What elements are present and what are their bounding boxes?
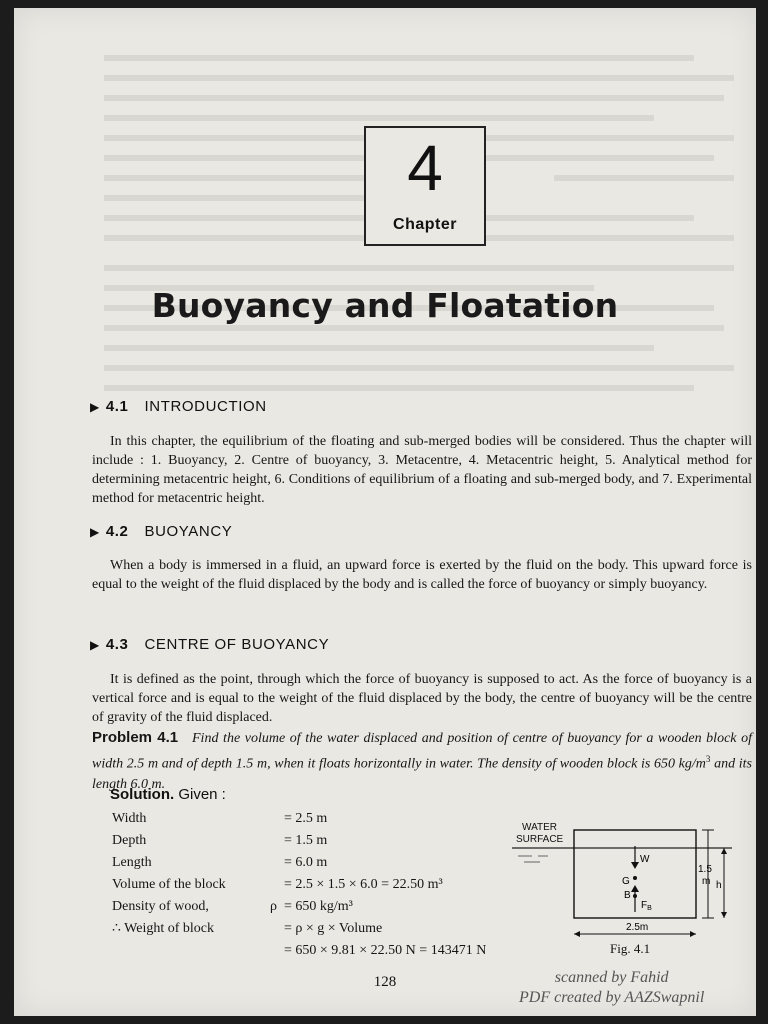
chapter-title: Buoyancy and Floatation	[151, 286, 619, 325]
buoyancy-force-label: $F_B$	[641, 900, 652, 912]
section-paragraph-centre-of-buoyancy	[92, 670, 752, 727]
solution-label: Solution.	[110, 786, 175, 803]
centre-of-gravity-point	[633, 876, 637, 880]
given-label: Width	[112, 811, 147, 826]
immersed-depth-label: h	[716, 880, 722, 891]
given-label: Density of wood,	[112, 899, 209, 914]
section-title: INTRODUCTION	[144, 398, 267, 415]
weight-label: W	[640, 854, 650, 865]
chapter-badge	[364, 126, 486, 246]
paragraph-text: When a body is immersed in a fluid, an upward force is exerted by the fluid on the body. This upward force is equal to the weight of the fluid displaced by the body and is called the force of buoyancy or simply buoyancy.	[92, 558, 752, 592]
water-surface-label-line1: WATER	[522, 822, 557, 833]
given-value: = 2.5 × 1.5 × 6.0 = 22.50 m³	[284, 877, 443, 892]
given-label: Depth	[112, 833, 147, 848]
section-number: 4.3	[105, 636, 129, 653]
depth-label: 1.5	[698, 864, 712, 875]
section-heading-introduction	[90, 398, 267, 415]
problem-text: Find the volume of the water displaced and position of centre of buoyancy for a wooden block of width 2.5 m and of depth 1.5 m, when it floats horizontally in water. The density of wooden block is 650 kg/m	[92, 731, 753, 772]
problem-statement	[92, 728, 752, 795]
weight-arrowhead	[631, 862, 639, 869]
given-label: Length	[112, 855, 152, 870]
page-number: 128	[373, 974, 397, 990]
centre-of-gravity-label: G	[622, 876, 630, 887]
watermark-line2: PDF created by AAZSwapnil	[519, 989, 705, 1006]
depth-unit-label: m	[702, 876, 711, 887]
scan-watermark	[519, 968, 704, 1008]
book-page	[14, 8, 756, 1016]
width-arrowhead	[690, 931, 696, 937]
section-title: CENTRE OF BUOYANCY	[144, 636, 330, 653]
given-label: Given :	[178, 786, 226, 803]
watermark-line1: scanned by Fahid	[554, 969, 669, 986]
problem-text-superscript: 3	[705, 754, 711, 764]
triangle-bullet-icon: ▶	[90, 525, 100, 539]
chapter-number: 4	[407, 132, 443, 204]
given-value: = 2.5 m	[284, 811, 328, 826]
solution-heading	[110, 786, 226, 803]
water-surface-label-line2: SURFACE	[516, 834, 564, 845]
width-arrowhead	[574, 931, 580, 937]
problem-text-end: and its length 6.0 m.	[92, 756, 752, 792]
section-number: 4.2	[105, 523, 129, 540]
immersed-depth-arrowhead	[721, 848, 727, 854]
paragraph-text: It is defined as the point, through which the force of buoyancy is supposed to act. As the force of buoyancy is a vertical force and is equal to the weight of the fluid displaced by the body, the centre of buoyancy will be the centre of gravity of the fluid displaced.	[92, 672, 752, 725]
chapter-label: Chapter	[393, 216, 457, 233]
given-value: = 650 × 9.81 × 22.50 N = 143471 N	[284, 943, 487, 958]
given-label: ∴ Weight of block	[112, 921, 215, 936]
paragraph-text: In this chapter, the equilibrium of the floating and sub-merged bodies will be considered. Thus the chapter will include : 1. Buoyancy, 2. Centre of buoyancy, 3. Metacentre, 4. Metacentric height, 5. Analytical method for determining metacentric height, 6. Conditions of equilibrium of a floating and sub-merged body, and 7. Experimental method for metacentric height.	[92, 434, 752, 506]
section-paragraph-introduction	[92, 432, 752, 508]
section-heading-centre-of-buoyancy	[90, 636, 329, 653]
centre-of-buoyancy-label: B	[624, 890, 631, 901]
given-value: = 6.0 m	[284, 855, 328, 870]
problem-label: Problem 4.1	[92, 729, 179, 746]
section-title: BUOYANCY	[144, 523, 233, 540]
section-number: 4.1	[105, 398, 129, 415]
given-value: = 650 kg/m³	[284, 899, 353, 914]
triangle-bullet-icon: ▶	[90, 400, 100, 414]
section-heading-buoyancy	[90, 523, 232, 540]
triangle-bullet-icon: ▶	[90, 638, 100, 652]
buoyancy-force-arrowhead	[631, 885, 639, 892]
given-value: = ρ × g × Volume	[284, 921, 383, 936]
given-symbol: ρ	[270, 899, 277, 914]
width-label: 2.5m	[626, 922, 649, 933]
immersed-depth-arrowhead	[721, 912, 727, 918]
figure-caption: Fig. 4.1	[610, 941, 651, 956]
section-paragraph-buoyancy	[92, 556, 752, 594]
given-value: = 1.5 m	[284, 833, 328, 848]
given-label: Volume of the block	[112, 877, 226, 892]
